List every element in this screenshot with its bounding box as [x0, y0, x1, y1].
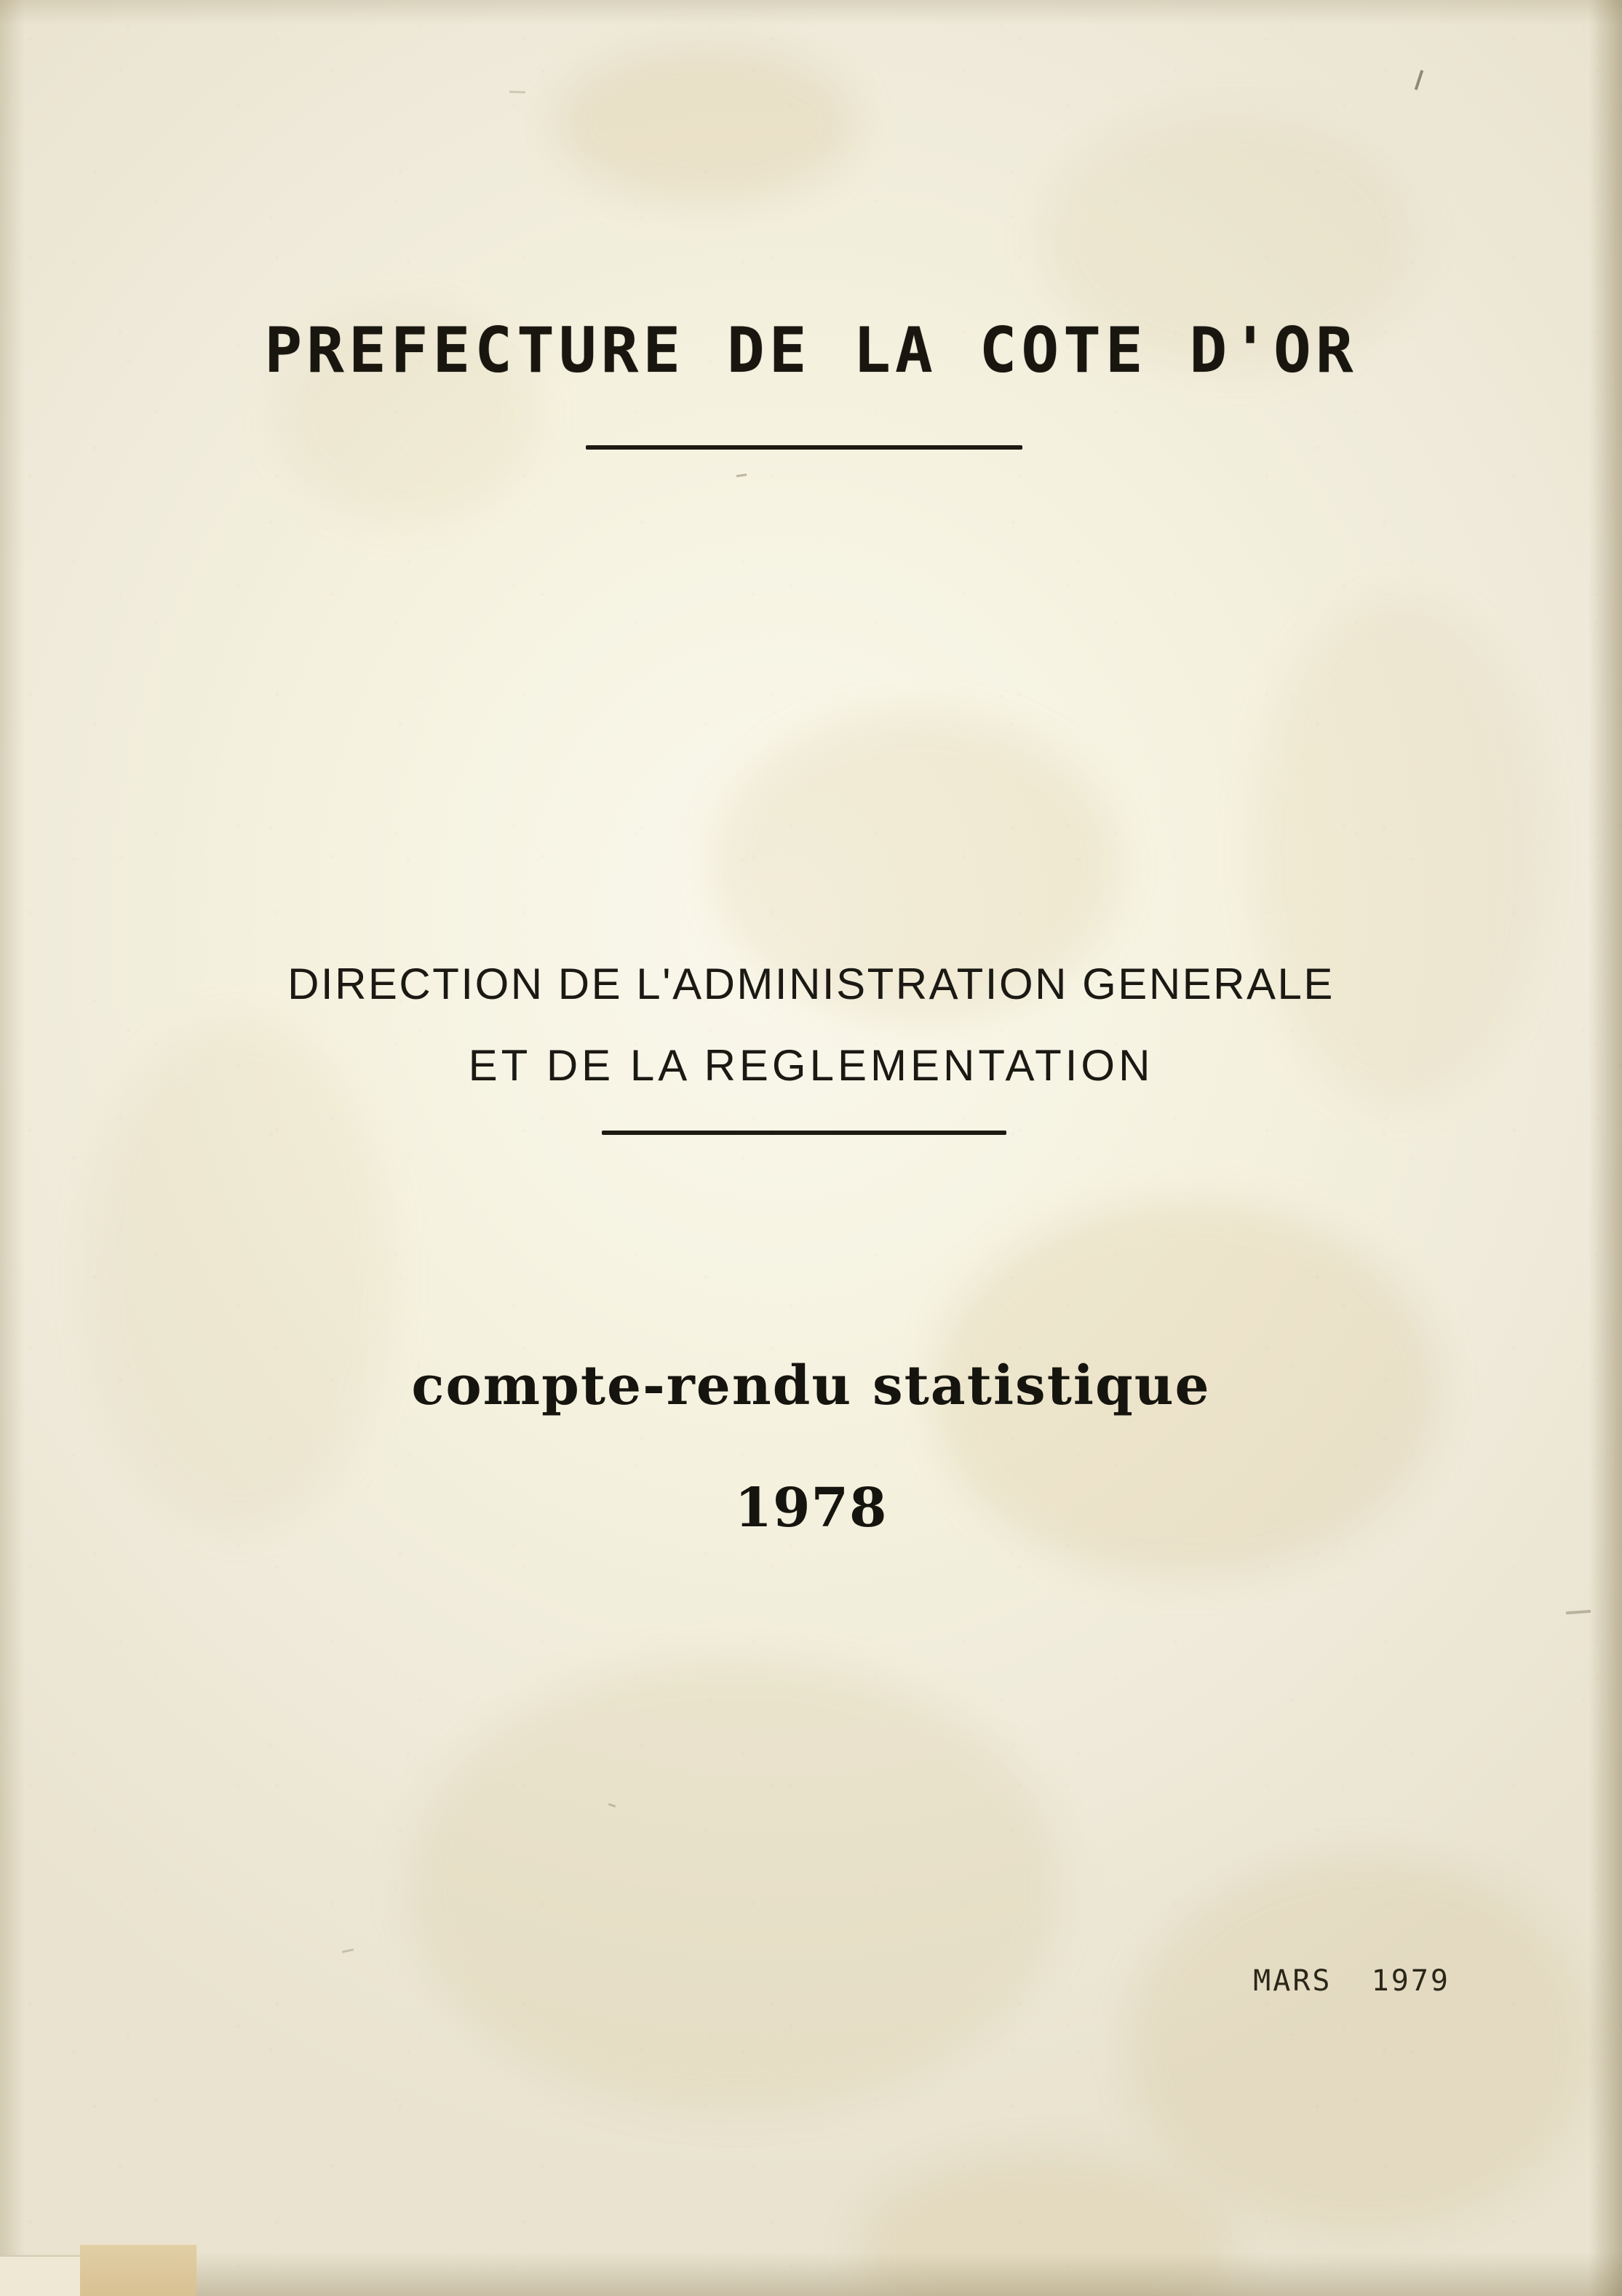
scan-edge-bottom: [0, 2252, 1622, 2296]
scan-edge-top: [0, 0, 1622, 25]
publication-date: MARS 1979: [1253, 1964, 1450, 1998]
scan-edge-right: [1589, 0, 1622, 2296]
department-line-1: DIRECTION DE L'ADMINISTRATION GENERALE: [287, 960, 1335, 1008]
report-title: compte-rendu statistique: [411, 1355, 1211, 1417]
scan-edge-left: [0, 0, 25, 2296]
report-year: 1978: [734, 1477, 888, 1539]
department-underline-rule: [602, 1131, 1006, 1135]
page-title: PREFECTURE DE LA COTE D'OR: [264, 314, 1358, 387]
title-underline-rule: [586, 445, 1022, 450]
page-corner-background: [0, 2255, 82, 2296]
paper-label-tab: [80, 2244, 196, 2296]
department-line-2: ET DE LA REGLEMENTATION: [468, 1041, 1154, 1090]
